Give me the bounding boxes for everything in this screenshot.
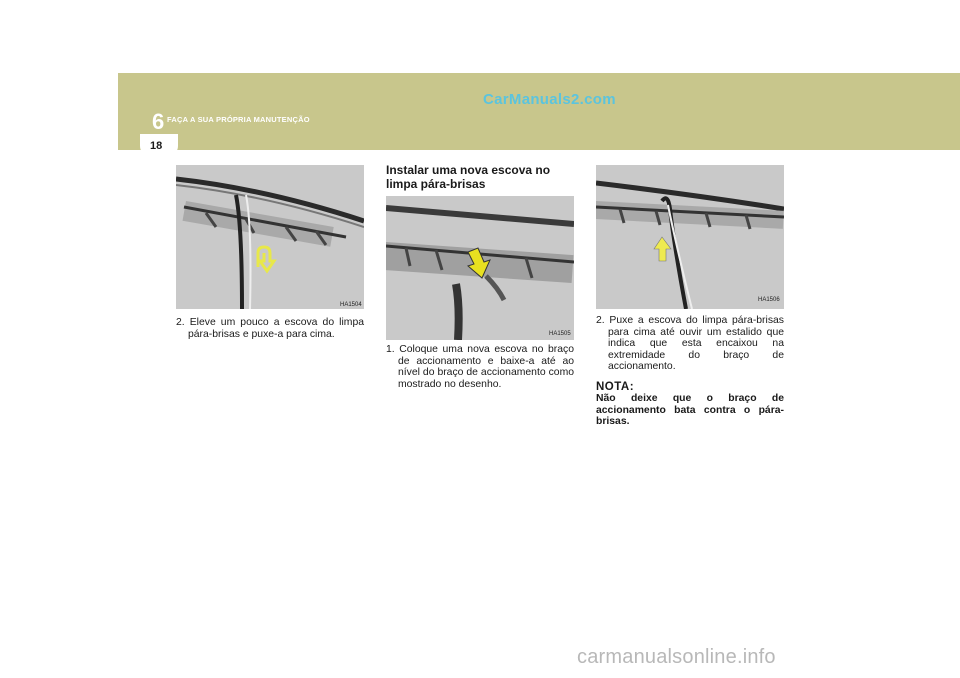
middle-column	[386, 344, 574, 390]
figure-install-blade	[386, 196, 574, 340]
step-text: 2. Eleve um pouco a escova do limpa pára-brisas e puxe-a para cima.	[176, 317, 364, 340]
down-arrow-icon	[386, 196, 574, 340]
up-arrow-icon	[596, 165, 784, 309]
figure-code: HA1505	[549, 331, 571, 337]
header-band	[118, 73, 960, 150]
note-text: Não deixe que o braço de accionamento bata contra o pára-brisas.	[596, 393, 784, 427]
watermark-link[interactable]: CarManuals2.com	[483, 91, 616, 108]
up-hook-arrow-icon	[176, 165, 364, 309]
step-text: 2. Puxe a escova do limpa pára-brisas para cima até ouvir um estalido que indica que esta encaixou na extremidade do braço de accionamento.	[596, 315, 784, 372]
left-column	[176, 317, 364, 340]
chapter-title: FAÇA A SUA PRÓPRIA MANUTENÇÃO	[167, 115, 310, 124]
figure-remove-blade	[176, 165, 364, 309]
figure-code: HA1504	[340, 302, 362, 308]
note-title: NOTA:	[596, 380, 635, 393]
figure-code: HA1506	[758, 297, 780, 303]
footer-watermark: carmanualsonline.info	[577, 646, 776, 668]
chapter-number: 6	[152, 109, 165, 134]
section-heading: Instalar uma nova escova no limpa pára-brisas	[386, 163, 551, 191]
figure-snap-blade	[596, 165, 784, 309]
step-text: 1. Coloque uma nova escova no braço de accionamento e baixe-a até ao nível do braço de accionamento como mostrado no desenho.	[386, 344, 574, 390]
page-number: 18	[150, 140, 163, 152]
right-column	[596, 315, 784, 428]
